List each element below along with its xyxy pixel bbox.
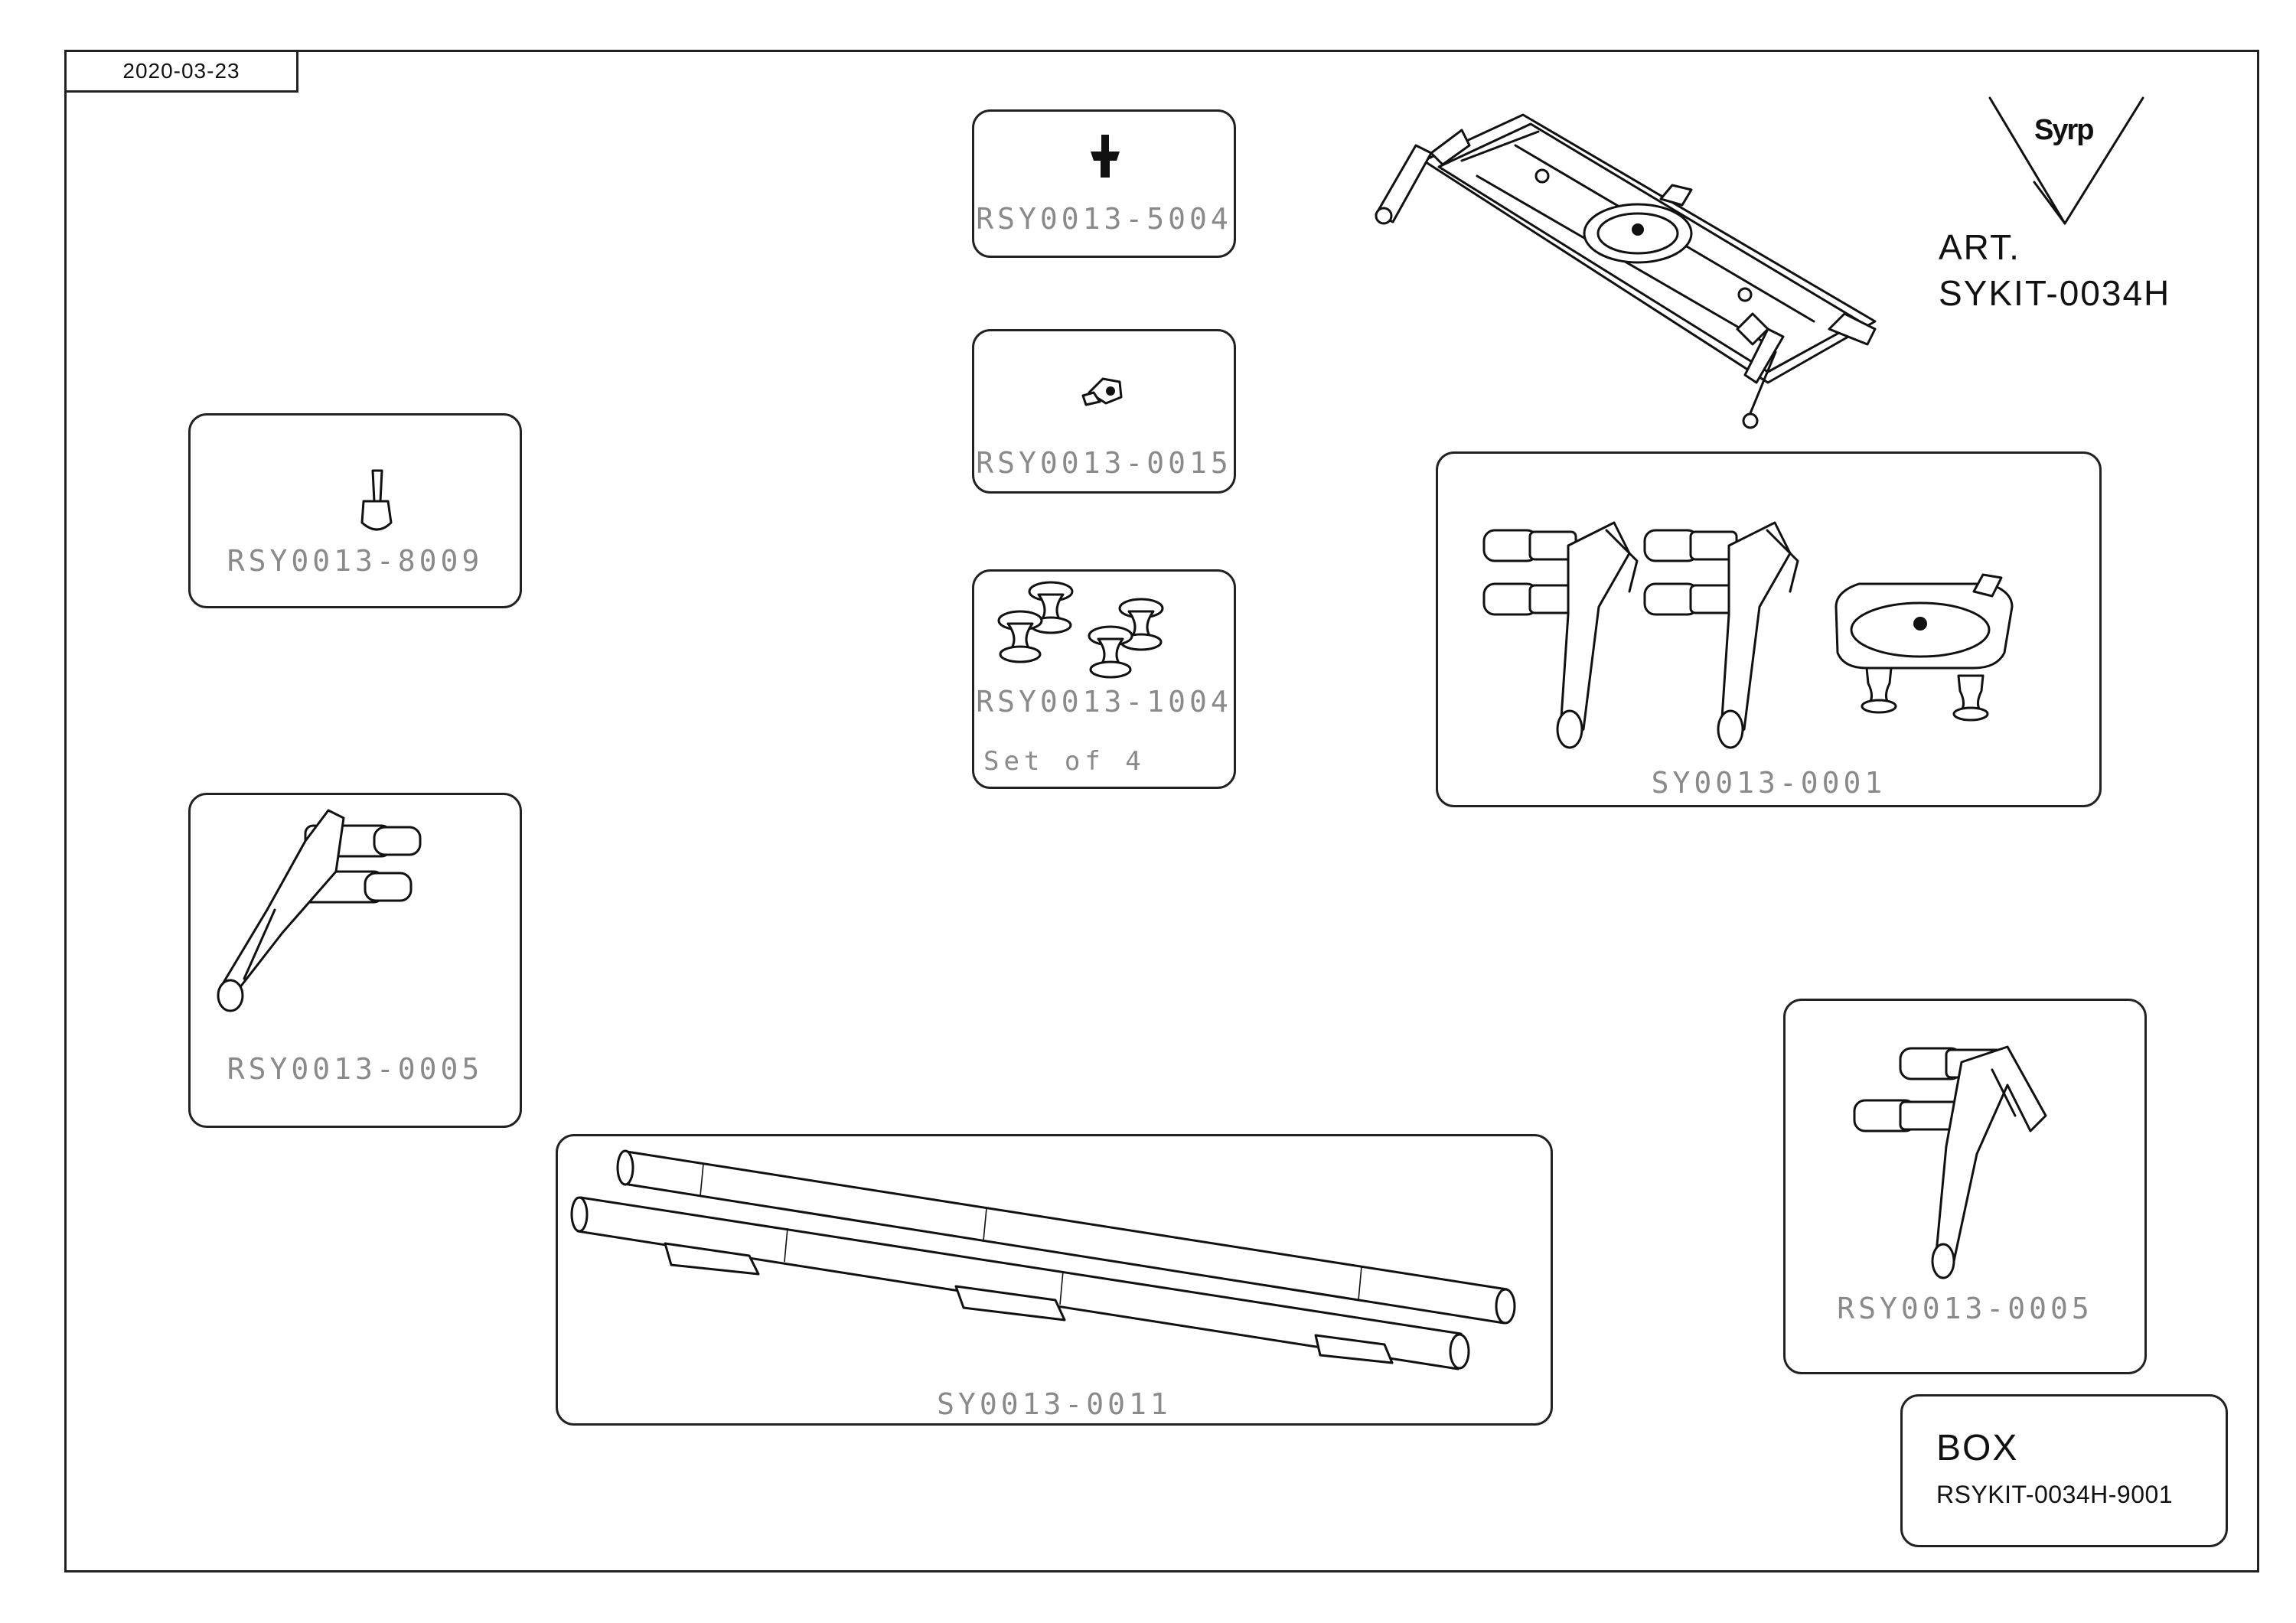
part-code: SY0013-0001 (1651, 766, 1887, 800)
part-code: RSY0013-0015 (976, 446, 1232, 480)
part-end-clamp-left (188, 793, 522, 1128)
date-stamp: 2020-03-23 (64, 50, 298, 93)
svg-text:Syrp: Syrp (2034, 114, 2093, 146)
rails-illustration (558, 1136, 1555, 1428)
part-code: RSY0013-1004 (976, 685, 1232, 719)
part-knob (972, 329, 1236, 494)
part-code: RSY0013-5004 (976, 202, 1232, 236)
syrp-logo (1975, 92, 2158, 230)
box-panel (1900, 1394, 2228, 1547)
part-carriage-kit (1436, 451, 2102, 807)
article-code: SYKIT-0034H (1939, 273, 2171, 313)
article-prefix: ART. (1939, 227, 2020, 267)
part-wheels (972, 569, 1236, 789)
part-code: SY0013-0011 (937, 1387, 1172, 1421)
screw-illustration (974, 112, 1238, 260)
part-screw (972, 109, 1236, 258)
box-code: RSYKIT-0034H-9001 (1936, 1481, 2174, 1508)
carriage-kit-illustration (1438, 454, 2104, 810)
part-rails (556, 1134, 1553, 1426)
part-note: Set of 4 (983, 746, 1146, 777)
part-end-clamp-right (1783, 999, 2147, 1374)
box-title: BOX (1936, 1428, 2019, 1468)
part-code: RSY0013-8009 (227, 544, 484, 578)
slider-assembly-illustration (1370, 99, 1898, 436)
part-code: RSY0013-0005 (1837, 1292, 2093, 1325)
part-pin (188, 413, 522, 608)
part-code: RSY0013-0005 (227, 1052, 484, 1086)
pin-illustration (191, 416, 524, 611)
